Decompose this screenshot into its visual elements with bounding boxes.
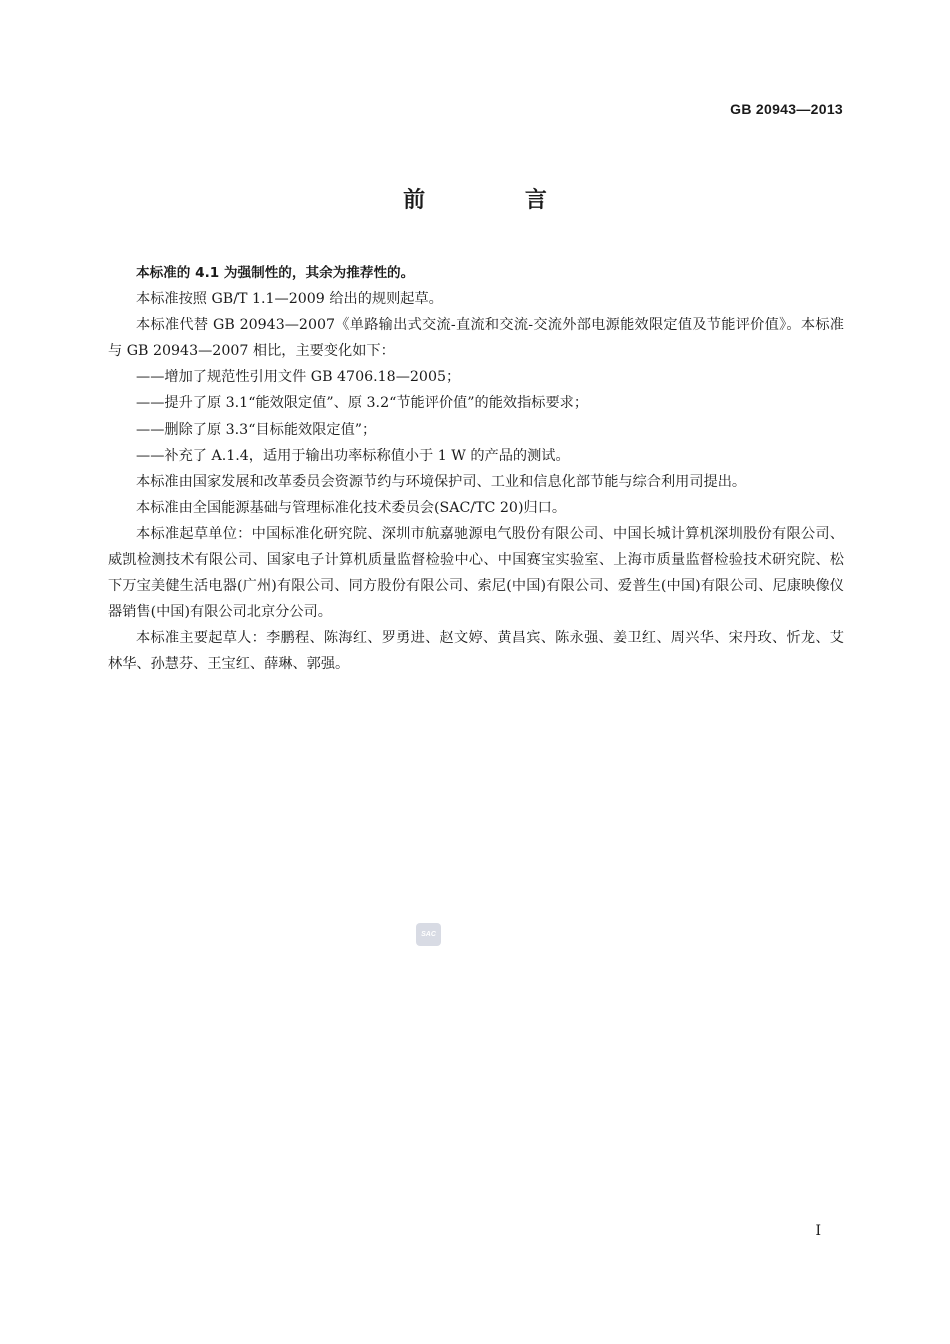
committee-paragraph: 本标准由全国能源基础与管理标准化技术委员会(SAC/TC 20)归口。 [136, 499, 567, 516]
foreword-body [108, 260, 844, 678]
sac-watermark-logo: SAC [416, 923, 441, 946]
mandatory-clause-paragraph: 本标准的 4.1 为强制性的，其余为推荐性的。 [136, 265, 415, 281]
change-item: ——增加了规范性引用文件 GB 4706.18—2005； [136, 369, 461, 386]
page-title: 前 言 [403, 188, 593, 213]
replacement-paragraph: 本标准代替 GB 20943—2007《单路输出式交流-直流和交流-交流外部电源能效限定值及节能评价值》。本标准与 GB 20943—2007 相比，主要变化如下： [108, 317, 844, 360]
change-item: ——删除了原 3.3“目标能效限定值”； [136, 421, 377, 438]
drafters-paragraph: 本标准主要起草人：李鹏程、陈海红、罗勇进、赵文婷、黄昌宾、陈永强、姜卫红、周兴华、宋丹玫、忻龙、艾林华、孙慧芬、王宝红、薛琳、郭强。 [108, 630, 844, 673]
change-item: ——提升了原 3.1“能效限定值”、原 3.2“节能评价值”的能效指标要求； [136, 395, 589, 412]
page-number: I [815, 1223, 821, 1239]
drafting-units-paragraph: 本标准起草单位：中国标准化研究院、深圳市航嘉驰源电气股份有限公司、中国长城计算机深圳股份有限公司、威凯检测技术有限公司、国家电子计算机质量监督检验中心、中国赛宝实验室、上海市质量监督检验技术研究院、松下万宝美健生活电器(广州)有限公司、同方股份有限公司、索尼(中国)有限公司、爱普生(中国)有限公司、尼康映像仪器销售(中国)有限公司北京分公司。 [108, 525, 844, 621]
proposer-paragraph: 本标准由国家发展和改革委员会资源节约与环境保护司、工业和信息化部节能与综合利用司提出。 [136, 473, 747, 490]
standard-number: GB 20943—2013 [730, 101, 843, 117]
change-item: ——补充了 A.1.4，适用于输出功率标称值小于 1 W 的产品的测试。 [136, 447, 570, 464]
drafting-rules-paragraph: 本标准按照 GB/T 1.1—2009 给出的规则起草。 [136, 291, 443, 308]
